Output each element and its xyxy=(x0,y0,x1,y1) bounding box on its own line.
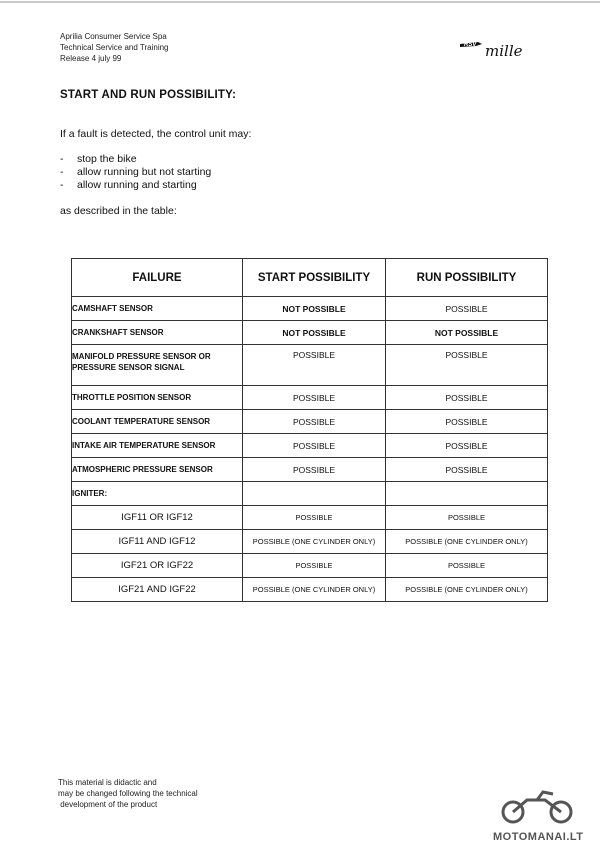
failure-table xyxy=(71,258,548,602)
bullet-item: - allow running and starting xyxy=(60,179,211,192)
failure-cell: CAMSHAFT SENSOR xyxy=(72,297,243,321)
outro-text: as described in the table: xyxy=(60,205,177,217)
footer-line: This material is didactic and xyxy=(58,778,157,787)
run-cell: POSSIBLE (ONE CYLINDER ONLY) xyxy=(386,530,548,554)
start-cell: POSSIBLE xyxy=(243,554,386,578)
table-row xyxy=(72,297,548,321)
table-row xyxy=(72,321,548,345)
failure-cell: IGNITER: xyxy=(72,482,243,506)
footer-line: may be changed following the technical xyxy=(58,789,198,798)
motorcycle-icon xyxy=(497,788,577,828)
failure-cell: THROTTLE POSITION SENSOR xyxy=(72,386,243,410)
table-row xyxy=(72,386,548,410)
failure-cell: MANIFOLD PRESSURE SENSOR OR PRESSURE SENSOR SIGNAL xyxy=(72,345,243,386)
watermark-text: MOTOMANAI.LT xyxy=(493,831,584,843)
table-row xyxy=(72,410,548,434)
start-cell: POSSIBLE (ONE CYLINDER ONLY) xyxy=(243,530,386,554)
svg-text:mille: mille xyxy=(485,42,523,60)
header-release: Release 4 july 99 xyxy=(60,54,122,63)
run-cell: POSSIBLE xyxy=(386,554,548,578)
run-cell: POSSIBLE xyxy=(386,386,548,410)
table-header-row xyxy=(72,259,548,297)
intro-text: If a fault is detected, the control unit may: xyxy=(60,128,252,140)
failure-cell: COOLANT TEMPERATURE SENSOR xyxy=(72,410,243,434)
table-row xyxy=(72,506,548,530)
start-cell: POSSIBLE xyxy=(243,386,386,410)
svg-text:RSV: RSV xyxy=(464,42,477,48)
header-start-possibility: START POSSIBILITY xyxy=(243,259,386,297)
start-cell xyxy=(243,482,386,506)
bullet-item: - allow running but not starting xyxy=(60,166,211,179)
run-cell: POSSIBLE xyxy=(386,458,548,482)
run-cell: POSSIBLE xyxy=(386,345,548,386)
header-company: Aprilia Consumer Service Spa xyxy=(60,32,167,41)
bullet-item: - stop the bike xyxy=(60,153,211,166)
table-row xyxy=(72,434,548,458)
run-cell: POSSIBLE xyxy=(386,410,548,434)
section-title: START AND RUN POSSIBILITY: xyxy=(60,89,237,101)
footer-disclaimer xyxy=(58,777,198,810)
table-row xyxy=(72,345,548,386)
run-cell: POSSIBLE xyxy=(386,297,548,321)
failure-cell: IGF21 AND IGF22 xyxy=(72,578,243,602)
run-cell: POSSIBLE xyxy=(386,434,548,458)
run-cell: POSSIBLE (ONE CYLINDER ONLY) xyxy=(386,578,548,602)
run-cell xyxy=(386,482,548,506)
failure-cell: IGF11 AND IGF12 xyxy=(72,530,243,554)
failure-cell: INTAKE AIR TEMPERATURE SENSOR xyxy=(72,434,243,458)
start-cell: POSSIBLE xyxy=(243,345,386,386)
run-cell: POSSIBLE xyxy=(386,506,548,530)
table-row xyxy=(72,482,548,506)
failure-cell: CRANKSHAFT SENSOR xyxy=(72,321,243,345)
start-cell: NOT POSSIBLE xyxy=(243,321,386,345)
run-cell: NOT POSSIBLE xyxy=(386,321,548,345)
footer-line: development of the product xyxy=(58,800,158,809)
document-header xyxy=(60,31,169,64)
bullet-list xyxy=(60,153,211,192)
header-failure: FAILURE xyxy=(72,259,243,297)
start-cell: POSSIBLE xyxy=(243,458,386,482)
start-cell: POSSIBLE xyxy=(243,434,386,458)
table-row xyxy=(72,554,548,578)
header-run-possibility: RUN POSSIBILITY xyxy=(386,259,548,297)
start-cell: POSSIBLE xyxy=(243,410,386,434)
table-row xyxy=(72,578,548,602)
rsv-mille-logo xyxy=(458,32,538,62)
header-department: Technical Service and Training xyxy=(60,43,169,52)
failure-cell: IGF11 OR IGF12 xyxy=(72,506,243,530)
table-row xyxy=(72,530,548,554)
failure-cell: IGF21 OR IGF22 xyxy=(72,554,243,578)
start-cell: POSSIBLE xyxy=(243,506,386,530)
table-row xyxy=(72,458,548,482)
start-cell: NOT POSSIBLE xyxy=(243,297,386,321)
scan-top-edge xyxy=(0,1,600,3)
failure-cell: ATMOSPHERIC PRESSURE SENSOR xyxy=(72,458,243,482)
start-cell: POSSIBLE (ONE CYLINDER ONLY) xyxy=(243,578,386,602)
